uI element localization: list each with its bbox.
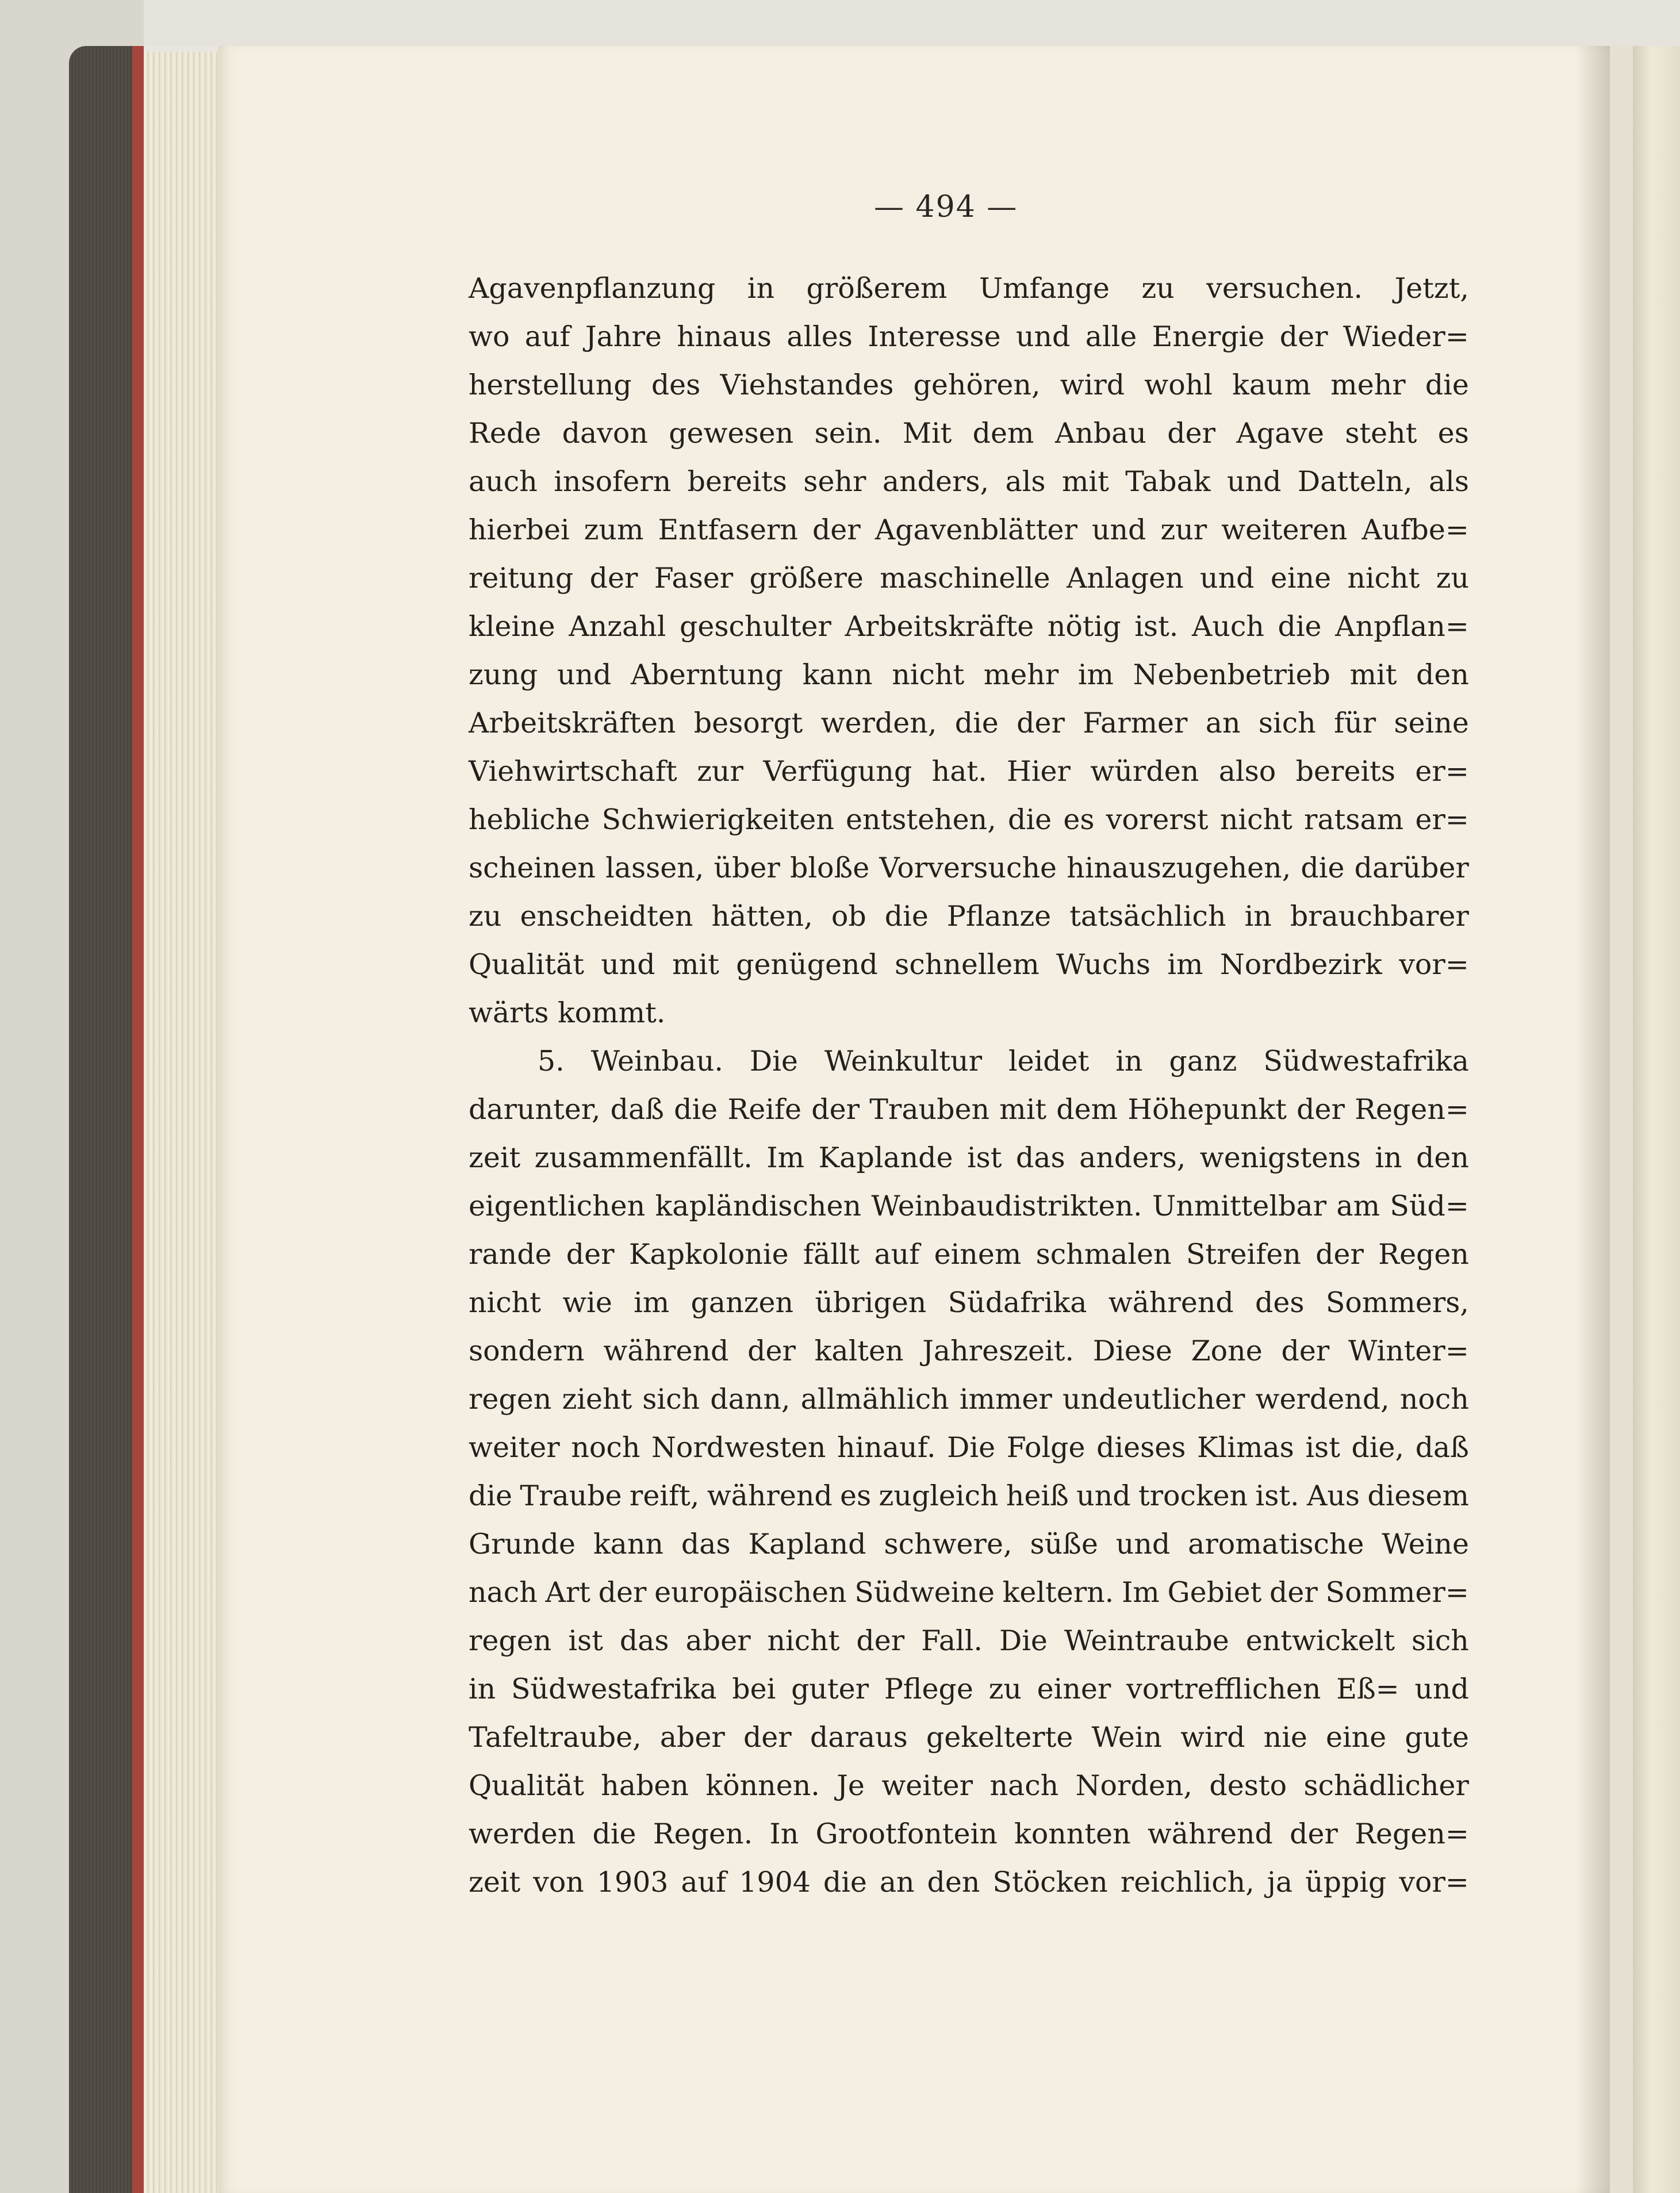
text-line: weiter noch Nordwesten hinauf. Die Folge dieses Klimas ist die, daß [469, 1431, 1469, 1464]
text-line: Arbeitskräften besorgt werden, die der Farmer an sich für seine [469, 707, 1469, 739]
text-line: zeit von 1903 auf 1904 die an den Stöcken reichlich, ja üppig vor= [469, 1866, 1469, 1899]
text-line: zung und Aberntung kann nicht mehr im Nebenbetrieb mit den [469, 658, 1469, 691]
text-line: eigentlichen kapländischen Weinbaudistrikten. Unmittelbar am Süd= [469, 1190, 1469, 1222]
facing-page-edge [1633, 46, 1680, 2193]
text-line: Tafeltraube, aber der daraus gekelterte Wein wird nie eine gute [469, 1721, 1469, 1754]
text-line: Qualität und mit genügend schnellem Wuchs im Nordbezirk vor= [469, 948, 1469, 981]
page-number: — 494 — [874, 190, 1018, 224]
book-spine-edge [132, 46, 144, 2193]
text-line: wärts kommt. [469, 996, 666, 1029]
text-line: sondern während der kalten Jahreszeit. Diese Zone der Winter= [469, 1335, 1469, 1367]
text-line: herstellung des Viehstandes gehören, wird wohl kaum mehr die [469, 369, 1469, 401]
text-line: regen zieht sich dann, allmählich immer undeutlicher werdend, noch [469, 1383, 1469, 1416]
text-line: werden die Regen. In Grootfontein konnten während der Regen= [469, 1818, 1469, 1850]
text-line: hebliche Schwierigkeiten entstehen, die es vorerst nicht ratsam er= [469, 803, 1469, 836]
text-line: Rede davon gewesen sein. Mit dem Anbau der Agave steht es [469, 417, 1469, 450]
text-line: Viehwirtschaft zur Verfügung hat. Hier würden also bereits er= [469, 755, 1469, 788]
text-line: nach Art der europäischen Südweine keltern. Im Gebiet der Sommer= [469, 1576, 1469, 1609]
text-line: wo auf Jahre hinaus alles Interesse und alle Energie der Wieder= [469, 320, 1469, 353]
page-text [469, 264, 1469, 1907]
text-line: Agavenpflanzung in größerem Umfange zu versuchen. Jetzt, [469, 272, 1469, 305]
gutter-shadow [1575, 46, 1610, 2193]
text-line: darunter, daß die Reife der Trauben mit dem Höhepunkt der Regen= [469, 1093, 1469, 1126]
page-edges [144, 52, 224, 2193]
text-line: zeit zusammenfällt. Im Kaplande ist das anders, wenigstens in den [469, 1141, 1469, 1174]
text-line: Grunde kann das Kapland schwere, süße und aromatische Weine [469, 1528, 1469, 1561]
text-line: rande der Kapkolonie fällt auf einem schmalen Streifen der Regen [469, 1238, 1469, 1271]
text-line: auch insofern bereits sehr anders, als mit Tabak und Datteln, als [469, 465, 1469, 498]
text-line: zu enscheidten hätten, ob die Pflanze tatsächlich in brauchbarer [469, 900, 1469, 933]
text-line: hierbei zum Entfasern der Agavenblätter und zur weiteren Aufbe= [469, 513, 1469, 546]
text-line: 5. Weinbau. Die Weinkultur leidet in ganz Südwestafrika [538, 1045, 1469, 1078]
text-line: regen ist das aber nicht der Fall. Die Weintraube entwickelt sich [469, 1624, 1469, 1657]
text-line: scheinen lassen, über bloße Vorversuche hinauszugehen, die darüber [469, 852, 1469, 884]
text-line: die Traube reift, während es zugleich heiß und trocken ist. Aus diesem [469, 1479, 1469, 1512]
text-line: Qualität haben können. Je weiter nach Norden, desto schädlicher [469, 1769, 1469, 1802]
background-top [144, 0, 1680, 46]
text-line: nicht wie im ganzen übrigen Südafrika während des Sommers, [469, 1286, 1469, 1319]
text-line: in Südwestafrika bei guter Pflege zu einer vortrefflichen Eß= und [469, 1673, 1469, 1705]
text-line: reitung der Faser größere maschinelle Anlagen und eine nicht zu [469, 562, 1469, 595]
text-line: kleine Anzahl geschulter Arbeitskräfte nötig ist. Auch die Anpflan= [469, 610, 1469, 643]
